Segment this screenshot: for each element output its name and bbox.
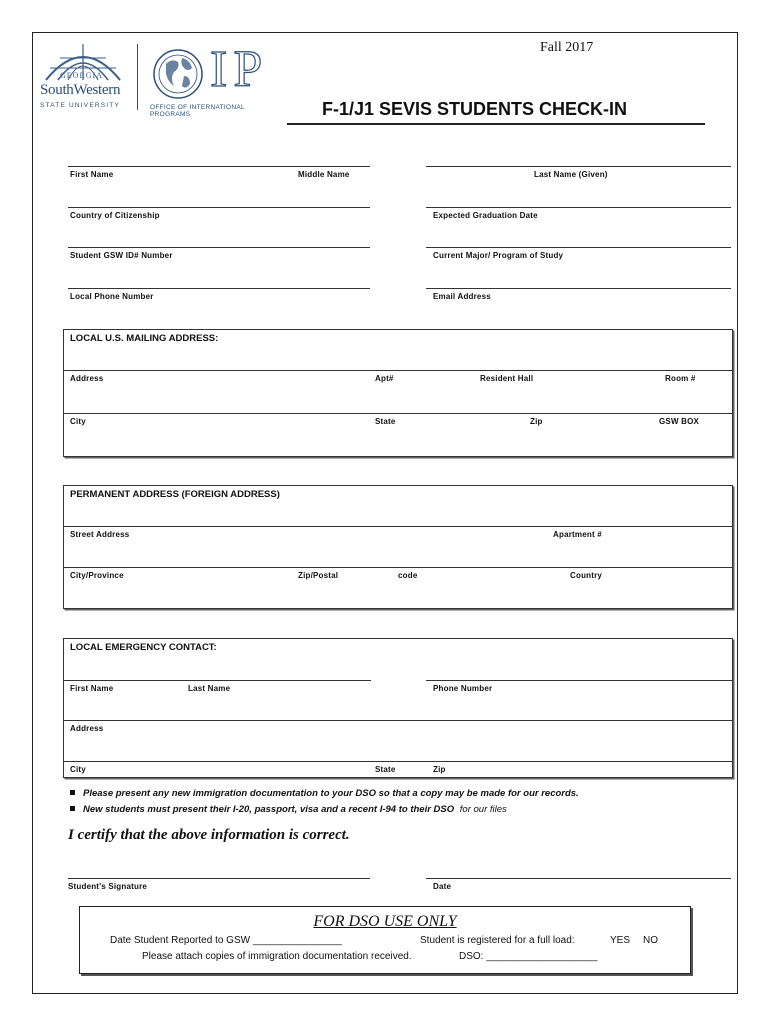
dso-field: DSO: ____________________ (459, 951, 598, 962)
note-item: New students must present their I-20, passport, visa and a recent I-94 to their DSO for our files (70, 804, 507, 815)
emergency-divider-1b (426, 680, 732, 681)
dso-title: FOR DSO USE ONLY (313, 913, 457, 930)
major-line (426, 247, 731, 248)
phone-label: Local Phone Number (70, 292, 154, 301)
last-name-label: Last Name (Given) (534, 170, 608, 179)
permanent-zip-label: Zip/Postal (298, 571, 339, 580)
mailing-divider-2 (63, 413, 732, 414)
emergency-last-label: Last Name (188, 684, 231, 693)
dso-box (79, 906, 691, 974)
mailing-address-box (63, 329, 733, 457)
gsw-logo-top: GEORGIA (60, 71, 103, 80)
oip-logo (150, 41, 280, 118)
gsw-logo-bottom: STATE UNIVERSITY (40, 102, 120, 109)
certify-statement: I certify that the above information is correct. (68, 827, 350, 843)
dso-attach: Please attach copies of immigration documentation received. (142, 951, 412, 962)
permanent-code-label: code (398, 571, 418, 580)
mailing-hall-label: Resident Hall (480, 374, 534, 383)
mailing-apt-label: Apt# (375, 374, 394, 383)
emergency-address-label: Address (70, 724, 104, 733)
mailing-address-title: LOCAL U.S. MAILING ADDRESS: (70, 333, 219, 344)
mailing-zip-label: Zip (530, 417, 543, 426)
mailing-divider-1 (63, 370, 732, 371)
date-line (426, 878, 731, 879)
title-underline (287, 123, 705, 125)
gsw-logo (38, 40, 128, 112)
emergency-state-label: State (375, 765, 396, 774)
mailing-city-label: City (70, 417, 86, 426)
email-label: Email Address (433, 292, 491, 301)
emergency-city-label: City (70, 765, 86, 774)
bullet-icon (70, 806, 75, 811)
note-item: Please present any new immigration documentation to your DSO so that a copy may be made for our records. (70, 788, 579, 799)
student-id-line (68, 247, 370, 248)
permanent-apartment-label: Apartment # (553, 530, 602, 539)
permanent-address-title: PERMANENT ADDRESS (FOREIGN ADDRESS) (70, 489, 280, 500)
permanent-address-box (63, 485, 733, 609)
emergency-divider-2 (63, 720, 732, 721)
last-name-line (426, 166, 731, 167)
oip-logo-letters: IP (210, 41, 269, 98)
dso-reported: Date Student Reported to GSW ________________ (110, 935, 342, 946)
emergency-contact-title: LOCAL EMERGENCY CONTACT: (70, 642, 217, 653)
student-id-label: Student GSW ID# Number (70, 251, 173, 260)
bullet-icon (70, 790, 75, 795)
emergency-zip-label: Zip (433, 765, 446, 774)
term-label: Fall 2017 (540, 40, 594, 55)
page-title: F-1/J1 SEVIS STUDENTS CHECK-IN (322, 99, 628, 119)
logo-divider (137, 44, 138, 110)
emergency-phone-label: Phone Number (433, 684, 493, 693)
emergency-divider-3 (63, 761, 732, 762)
date-label: Date (433, 882, 452, 891)
graduation-label: Expected Graduation Date (433, 211, 538, 220)
mailing-room-label: Room # (665, 374, 696, 383)
emergency-divider-1a (63, 680, 371, 681)
country-label: Country of Citizenship (70, 211, 160, 220)
mailing-state-label: State (375, 417, 396, 426)
world-globe-icon (150, 46, 206, 102)
country-line (68, 207, 370, 208)
permanent-country-label: Country (570, 571, 603, 580)
dso-yes: YES (610, 935, 631, 946)
gsw-logo-name: SouthWestern (40, 82, 121, 98)
signature-label: Student's Signature (68, 882, 148, 891)
mailing-address-label: Address (70, 374, 104, 383)
mailing-box-label: GSW BOX (659, 417, 700, 426)
middle-name-label: Middle Name (298, 170, 350, 179)
permanent-street-label: Street Address (70, 530, 130, 539)
dso-no: NO (643, 935, 658, 946)
dso-fullload: Student is registered for a full load: (420, 935, 575, 946)
graduation-line (426, 207, 731, 208)
emergency-first-label: First Name (70, 684, 114, 693)
emergency-contact-box (63, 638, 733, 778)
major-label: Current Major/ Program of Study (433, 251, 564, 260)
first-name-label: First Name (70, 170, 114, 179)
oip-logo-caption: OFFICE OF INTERNATIONAL PROGRAMS (150, 104, 245, 118)
phone-line (68, 288, 370, 289)
note-tail: for our files (459, 804, 507, 815)
permanent-divider-1 (63, 526, 732, 527)
signature-line (68, 878, 370, 879)
first-name-line (68, 166, 370, 167)
permanent-city-label: City/Province (70, 571, 124, 580)
permanent-divider-2 (63, 567, 732, 568)
email-line (426, 288, 731, 289)
